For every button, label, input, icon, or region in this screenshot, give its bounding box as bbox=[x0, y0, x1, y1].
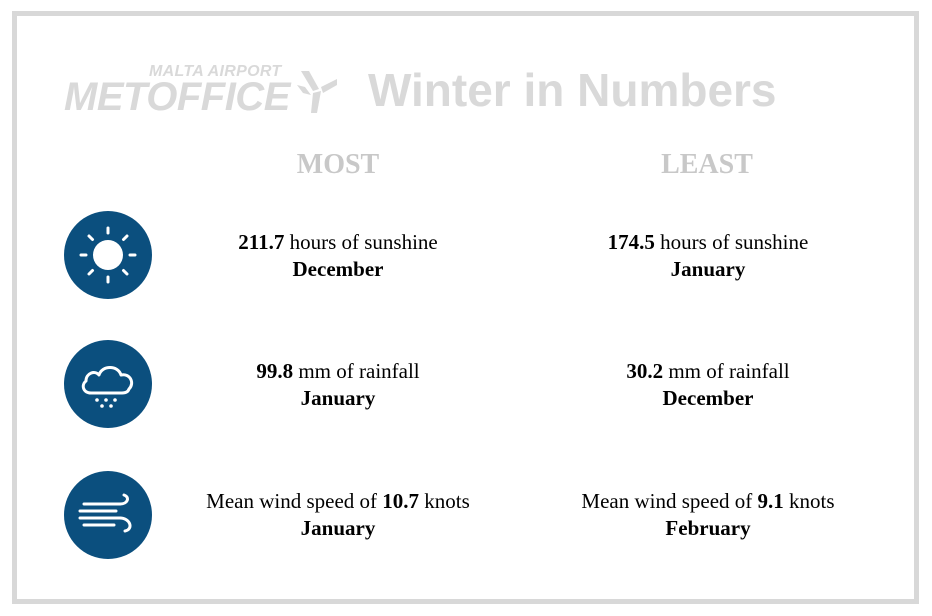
most-rainfall-unit: mm of rainfall bbox=[293, 359, 420, 383]
column-header-least: LEAST bbox=[661, 149, 753, 180]
airplane-icon bbox=[291, 67, 339, 115]
logo-subtitle: MALTA AIRPORT bbox=[149, 63, 282, 80]
page-title: Winter in Numbers bbox=[368, 64, 777, 116]
least-sunshine-text bbox=[538, 229, 878, 256]
most-rainfall-month: January bbox=[300, 386, 376, 410]
column-header-most: MOST bbox=[296, 149, 380, 180]
most-wind-unit: knots bbox=[419, 489, 470, 513]
least-sunshine-unit: hours of sunshine bbox=[654, 230, 809, 254]
logo-title: METOFFICE bbox=[64, 75, 290, 119]
most-rainfall-value: 99.8 bbox=[256, 359, 294, 383]
most-sunshine-unit: hours of sunshine bbox=[284, 230, 438, 254]
least-rainfall-text bbox=[538, 358, 878, 385]
least-rainfall-value: 30.2 bbox=[626, 359, 664, 383]
least-rainfall-unit: mm of rainfall bbox=[663, 359, 790, 383]
most-rainfall-cell bbox=[168, 358, 508, 412]
most-wind-value: 10.7 bbox=[382, 489, 420, 513]
most-wind-text bbox=[168, 488, 508, 515]
least-wind-unit: knots bbox=[783, 489, 835, 513]
least-rainfall-month: December bbox=[662, 386, 754, 410]
most-sunshine-cell bbox=[168, 229, 508, 283]
sun-icon bbox=[64, 211, 152, 299]
least-sunshine-cell bbox=[538, 229, 878, 283]
least-wind-month: February bbox=[665, 516, 751, 540]
least-wind-cell bbox=[538, 488, 878, 542]
least-wind-value: 9.1 bbox=[757, 489, 784, 513]
most-sunshine-month: December bbox=[292, 257, 384, 281]
most-wind-month: January bbox=[300, 516, 376, 540]
least-wind-text bbox=[538, 488, 878, 515]
least-sunshine-month: January bbox=[670, 257, 746, 281]
least-rainfall-cell bbox=[538, 358, 878, 412]
wind-icon bbox=[64, 471, 152, 559]
least-wind-prefix: Mean wind speed of bbox=[581, 489, 758, 513]
most-wind-cell bbox=[168, 488, 508, 542]
most-wind-prefix: Mean wind speed of bbox=[206, 489, 383, 513]
most-rainfall-text bbox=[168, 358, 508, 385]
most-sunshine-text bbox=[168, 229, 508, 256]
least-sunshine-value: 174.5 bbox=[607, 230, 655, 254]
rain-cloud-icon bbox=[64, 340, 152, 428]
most-sunshine-value: 211.7 bbox=[238, 230, 285, 254]
